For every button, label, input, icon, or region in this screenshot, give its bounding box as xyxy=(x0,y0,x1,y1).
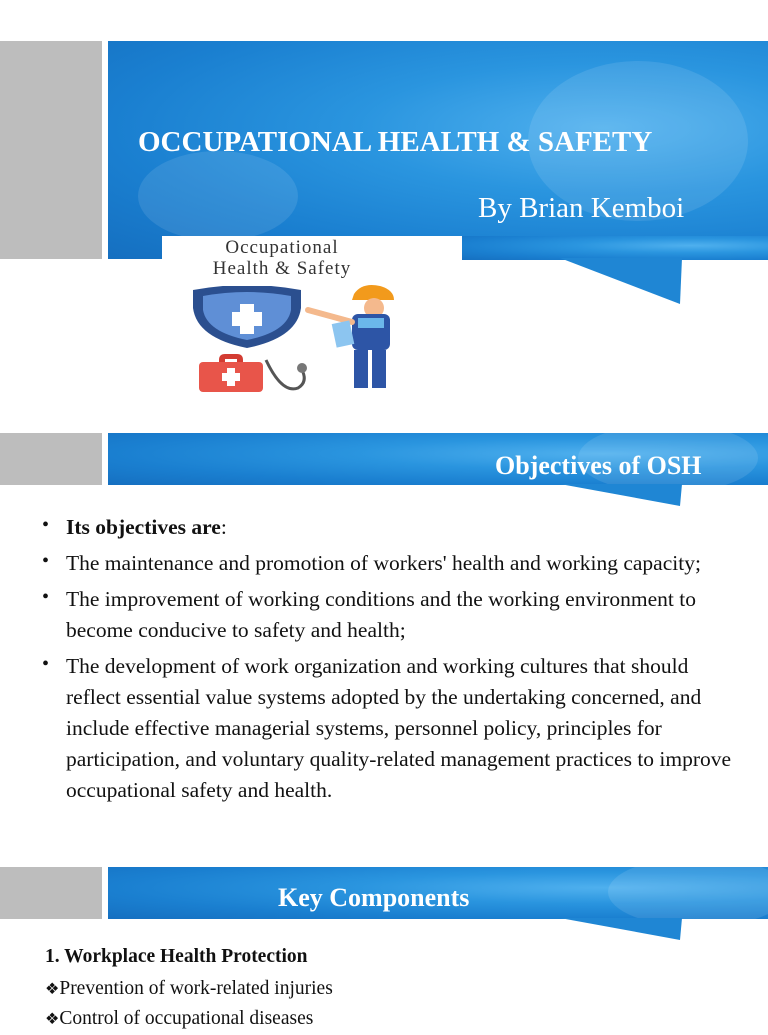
section-title: 1. Workplace Health Protection xyxy=(45,946,308,967)
slide1-author: By Brian Kemboi xyxy=(478,192,685,224)
diamond-bullet-icon: ❖ xyxy=(45,1011,60,1028)
objective-item xyxy=(42,548,732,579)
objective-item xyxy=(42,584,732,646)
slide3-header: Key Components xyxy=(278,883,470,912)
slide1-banner-tail xyxy=(560,258,682,306)
bullet-dot: • xyxy=(42,586,50,608)
slide1-title: OCCUPATIONAL HEALTH & SAFETY xyxy=(138,126,653,158)
stethoscope-icon xyxy=(262,354,312,398)
slide3-banner-tail xyxy=(560,918,682,942)
objectives-list xyxy=(42,512,732,811)
slide1-banner-lower xyxy=(458,236,768,260)
component-bullet-text: Prevention of work-related injuries xyxy=(59,978,333,999)
slide1-gray-tab xyxy=(0,41,102,259)
bullet-dot: • xyxy=(42,514,50,536)
worker-icon xyxy=(302,282,417,390)
component-bullet xyxy=(45,974,333,1005)
objectives-intro-colon: : xyxy=(220,515,227,539)
objective-text: The maintenance and promotion of workers' health and working capacity; xyxy=(66,551,701,575)
slide3-gray-tab xyxy=(0,867,102,919)
component-bullet xyxy=(45,1004,313,1035)
objective-item xyxy=(42,651,732,806)
bullet-dot: • xyxy=(42,653,50,675)
illustration-caption-line1: Occupational xyxy=(225,237,339,258)
objectives-intro-bold: Its objectives are xyxy=(66,515,221,539)
slide2-header: Objectives of OSH xyxy=(495,451,702,480)
illustration-caption-line2: Health & Safety xyxy=(212,258,352,279)
diamond-bullet-icon: ❖ xyxy=(45,981,60,998)
slide2-gray-tab xyxy=(0,433,102,485)
slide2-banner-tail xyxy=(560,484,682,508)
shield-cross-icon xyxy=(187,286,307,348)
objective-text: The development of work organization and working cultures that should reflect essential value systems adopted by the undertaking concerned, and include effective managerial systems, personnel policy, principles for participation, and voluntary quality-related management practices to improve occupational safety and health. xyxy=(66,654,732,802)
objective-text: The improvement of working conditions and the working environment to become conducive to safety and health; xyxy=(66,587,696,642)
objectives-intro xyxy=(42,512,732,543)
bullet-dot: • xyxy=(42,550,50,572)
osh-illustration xyxy=(162,236,462,401)
component-bullet-text: Control of occupational diseases xyxy=(59,1008,314,1029)
first-aid-kit-icon xyxy=(195,354,267,394)
